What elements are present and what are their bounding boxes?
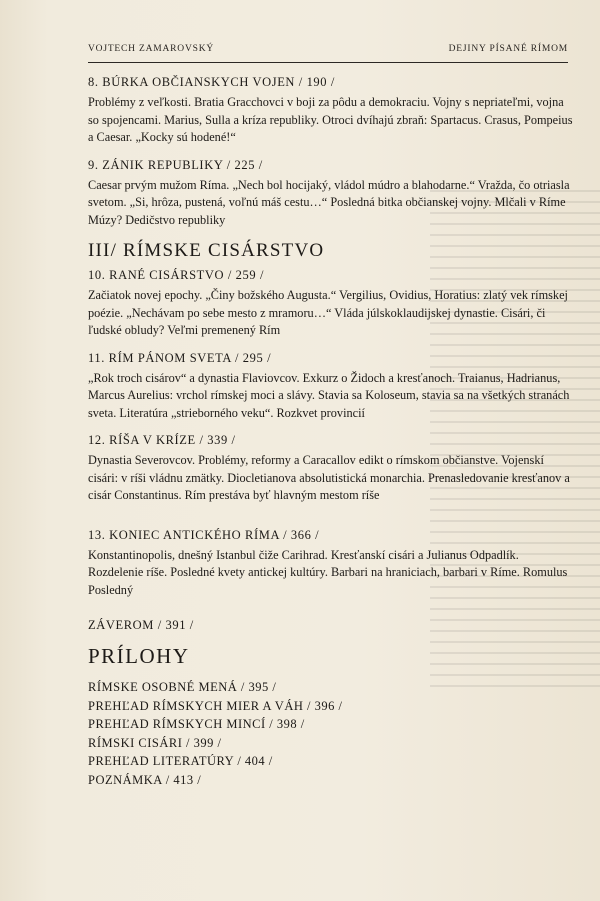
chapter-summary: Dynastia Severovcov. Problémy, reformy a Caracallov edikt o rímskom občianstve. Vojenskí cisári: v ríši vládnu zmätky. Diocletianova absolutistická monarchia. Prenasledovanie kresťanov a cisár Constantinus. Rím prestáva byť hlavným mestom ríše [88, 453, 570, 502]
chapter-heading: 11. RÍM PÁNOM SVETA / 295 / [88, 350, 272, 365]
toc-chapter-12 [88, 432, 576, 505]
toc-chapter-13 [88, 527, 576, 600]
toc-chapter-8 [88, 74, 576, 147]
toc-chapter-9 [88, 157, 576, 230]
appendix-item: PREHĽAD LITERATÚRY / 404 / [88, 754, 273, 768]
part-title: III/ RÍMSKE CISÁRSTVO [88, 240, 325, 261]
epilogue-heading: ZÁVEROM / 391 / [88, 618, 194, 632]
appendix-item: PREHĽAD RÍMSKYCH MIER A VÁH / 396 / [88, 698, 343, 713]
appendix-item: POZNÁMKA / 413 / [88, 772, 202, 787]
chapter-heading: 8. BÚRKA OBČIANSKYCH VOJEN / 190 / [88, 75, 335, 89]
chapter-heading: 10. RANÉ CISÁRSTVO / 259 / [88, 268, 265, 282]
table-of-contents [88, 74, 576, 789]
chapter-summary: Konstantinopolis, dnešný Istanbul čiže Carihrad. Kresťanskí cisári a Julianus Odpadlík. Rozdelenie ríše. Posledné kvety antickej kultúry. Barbari na hraniciach, barbari v Ríme. Romulus Posledný [88, 547, 568, 597]
appendix-item: RÍMSKI CISÁRI / 399 / [88, 735, 222, 750]
running-head [88, 44, 568, 54]
chapter-summary: „Rok troch cisárov“ a dynastia Flaviovcov. Exkurz o Židoch a kresťanoch. Traianus, Hadrianus, Marcus Aurelius: vrchol rímskej moci a slávy. Stavia sa Koloseum, stavia sa na všetkých stranách sveta. Literatúra „strieborného veku“. Rozkvet provincií [88, 370, 570, 420]
chapter-summary: Začiatok novej epochy. „Činy božského Augusta.“ Vergilius, Ovidius, Horatius: zlatý vek rímskej poézie. „Nechávam po sebe mesto z mramoru…“ Vláda júlskoklaudijskej dynastie. Cisári, či ľudské obludy? Veľmi premenený Rím [88, 288, 568, 337]
chapter-heading: 13. KONIEC ANTICKÉHO RÍMA / 366 / [88, 527, 320, 542]
appendix-item: PREHĽAD RÍMSKYCH MINCÍ / 398 / [88, 717, 305, 731]
appendix-item: RÍMSKE OSOBNÉ MENÁ / 395 / [88, 680, 277, 694]
chapter-summary: Problémy z veľkosti. Bratia Gracchovci v boji za pôdu a demokraciu. Vojny s nepriateľmi, vojna so spojencami. Marius, Sulla a kríza republiky. Otroci dvíhajú zbraň: Spartacus. Crasus, Pompeius a Caesar. „Kocky sú hodené!“ [88, 95, 573, 144]
toc-epilogue [88, 617, 576, 634]
running-head-title: DEJINY PÍSANÉ RÍMOM [448, 44, 568, 54]
chapter-summary: Caesar prvým mužom Ríma. „Nech bol hocijaký, vládol múdro a blahodarne.“ Vražda, čo otriasla svetom. „Si, hrôza, pustená, voľnú máš cestu…“ Posledná bitka občianskej vojny. Mlčali v Ríme Múzy? Dedičstvo republiky [88, 177, 570, 227]
appendix-title: PRÍLOHY [88, 644, 190, 668]
toc-chapter-10 [88, 267, 576, 340]
chapter-heading: 9. ZÁNIK REPUBLIKY / 225 / [88, 157, 263, 172]
running-head-author: VOJTECH ZAMAROVSKÝ [88, 44, 215, 54]
toc-chapter-11 [88, 350, 576, 423]
header-rule [88, 62, 568, 63]
chapter-heading: 12. RÍŠA V KRÍZE / 339 / [88, 433, 236, 447]
appendix-list [88, 678, 576, 789]
